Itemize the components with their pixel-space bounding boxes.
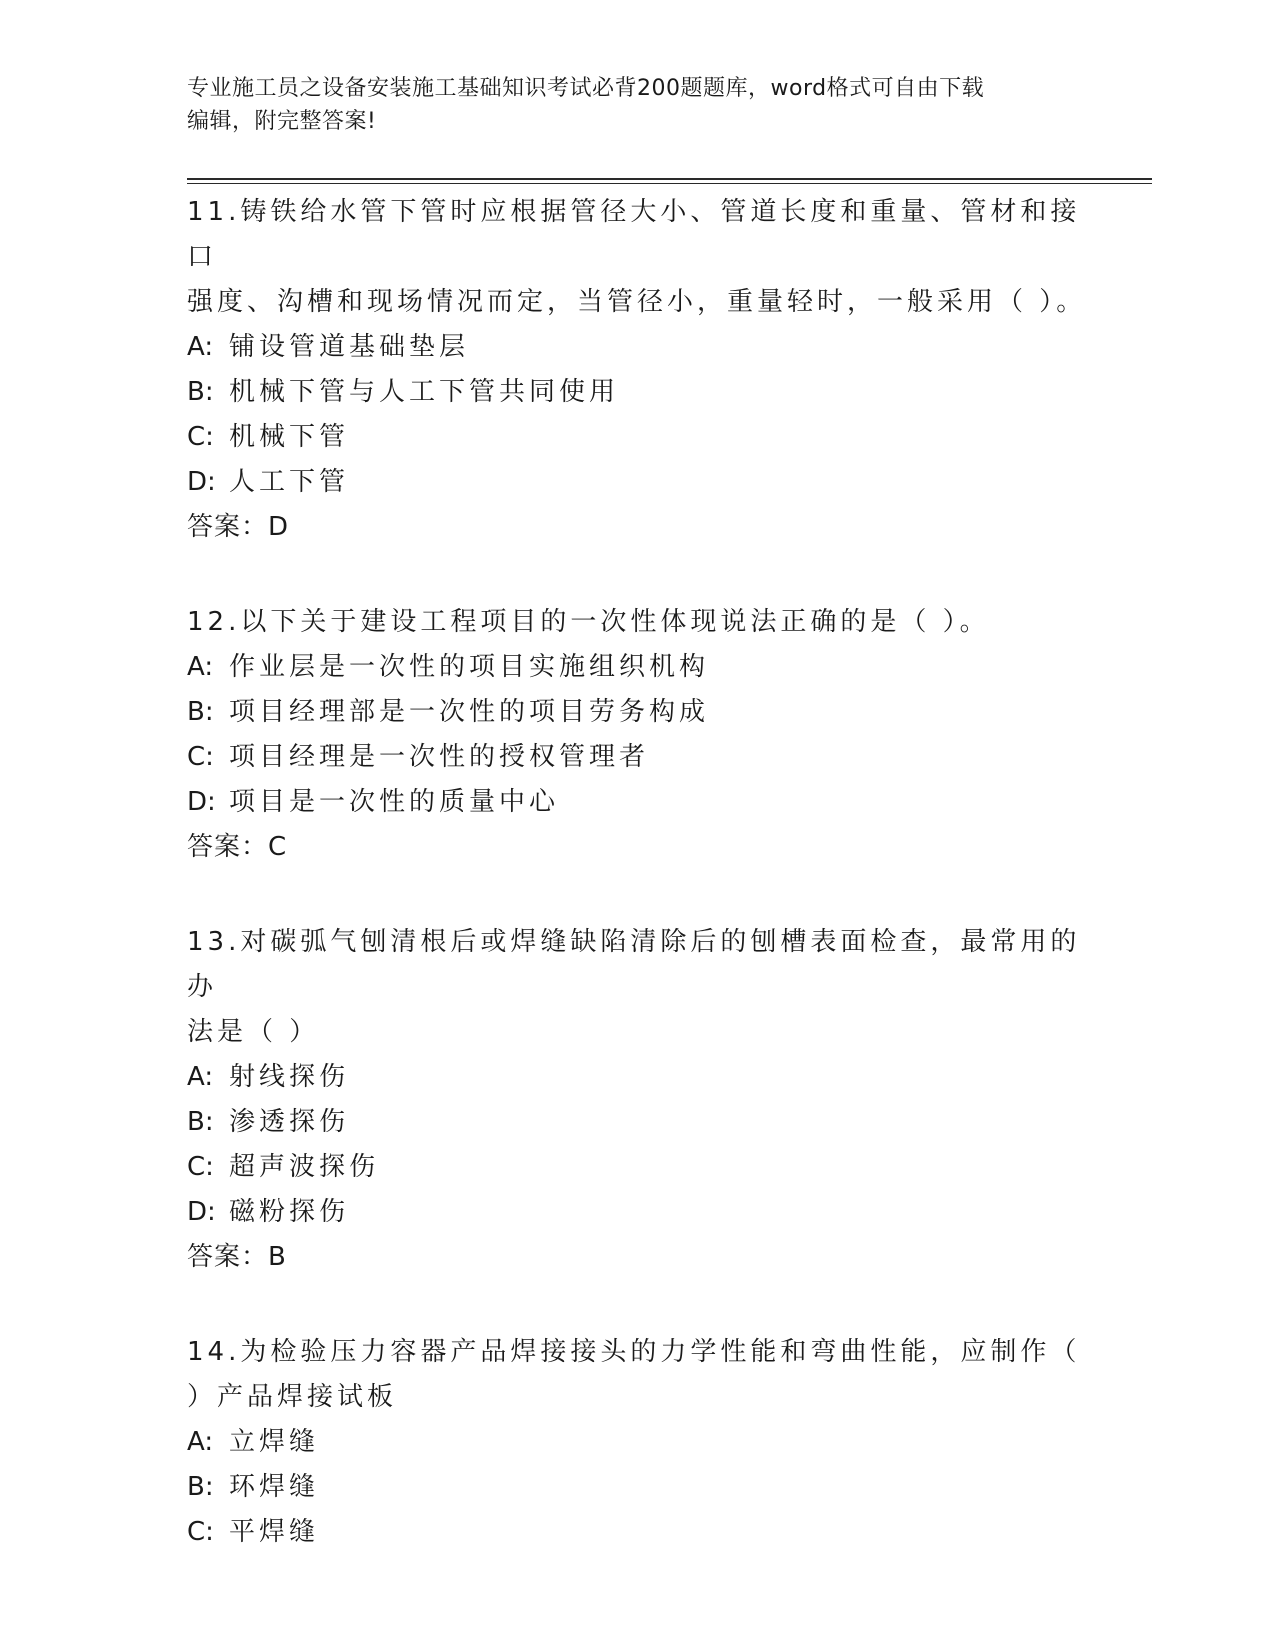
question-13-option-d <box>187 1190 1087 1235</box>
header-line-1: 专业施工员之设备安装施工基础知识考试必背200题题库，word格式可自由下载 <box>187 76 985 101</box>
question-13-text-line-1: 13.对碳弧气刨清根后或焊缝缺陷清除后的刨槽表面检查，最常用的办 <box>187 927 1081 1002</box>
option-key: C: <box>187 1152 214 1182</box>
option-text: 立焊缝 <box>229 1427 320 1457</box>
option-text: 环焊缝 <box>229 1472 320 1502</box>
question-14-option-a <box>187 1420 1087 1465</box>
option-key: D: <box>187 1197 216 1227</box>
option-text: 项目经理部是一次性的项目劳务构成 <box>229 697 710 727</box>
option-key: B: <box>187 377 214 407</box>
question-11-option-d <box>187 460 1087 505</box>
question-14-option-b <box>187 1465 1087 1510</box>
question-13-option-b <box>187 1100 1087 1145</box>
header-line-2: 编辑，附完整答案! <box>187 109 377 134</box>
option-key: B: <box>187 1472 214 1502</box>
option-key: B: <box>187 697 214 727</box>
question-11-text-line-2: 强度、沟槽和现场情况而定，当管径小，重量轻时，一般采用（ ）。 <box>187 287 1087 317</box>
question-12 <box>187 600 1087 870</box>
header-rule-thin <box>187 183 1152 184</box>
option-key: D: <box>187 467 216 497</box>
question-14-text-line-2: ）产品焊接试板 <box>187 1382 398 1412</box>
option-text: 超声波探伤 <box>229 1152 380 1182</box>
question-11-text-line-1: 11.铸铁给水管下管时应根据管径大小、管道长度和重量、管材和接口 <box>187 197 1081 272</box>
option-key: C: <box>187 1517 214 1547</box>
question-11-option-c <box>187 415 1087 460</box>
question-14 <box>187 1330 1087 1555</box>
option-key: C: <box>187 742 214 772</box>
option-key: B: <box>187 1107 214 1137</box>
question-list <box>187 190 1087 1605</box>
question-13 <box>187 920 1087 1280</box>
option-key: C: <box>187 422 214 452</box>
question-12-option-b <box>187 690 1087 735</box>
option-text: 铺设管道基础垫层 <box>229 332 470 362</box>
option-key: A: <box>187 652 214 682</box>
question-11-option-a <box>187 325 1087 370</box>
option-text: 磁粉探伤 <box>229 1197 350 1227</box>
option-key: A: <box>187 1062 214 1092</box>
question-13-text-line-2: 法是（ ） <box>187 1017 320 1047</box>
document-header <box>187 72 1067 138</box>
option-text: 项目是一次性的质量中心 <box>229 787 560 817</box>
question-13-option-a <box>187 1055 1087 1100</box>
question-12-answer: 答案：C <box>187 832 288 862</box>
question-11-option-b <box>187 370 1087 415</box>
option-text: 作业层是一次性的项目实施组织机构 <box>229 652 710 682</box>
header-rule-thick <box>187 178 1152 180</box>
option-text: 项目经理是一次性的授权管理者 <box>229 742 650 772</box>
option-text: 机械下管 <box>229 422 350 452</box>
question-13-answer: 答案：B <box>187 1242 287 1272</box>
question-12-option-a <box>187 645 1087 690</box>
option-text: 渗透探伤 <box>229 1107 350 1137</box>
option-key: A: <box>187 332 214 362</box>
question-13-option-c <box>187 1145 1087 1190</box>
option-key: A: <box>187 1427 214 1457</box>
option-text: 射线探伤 <box>229 1062 350 1092</box>
option-text: 机械下管与人工下管共同使用 <box>229 377 620 407</box>
question-12-option-c <box>187 735 1087 780</box>
question-12-text-line-1: 12.以下关于建设工程项目的一次性体现说法正确的是（ ）。 <box>187 607 990 637</box>
question-14-text-line-1: 14.为检验压力容器产品焊接接头的力学性能和弯曲性能，应制作（ <box>187 1337 1081 1367</box>
question-12-option-d <box>187 780 1087 825</box>
option-key: D: <box>187 787 216 817</box>
question-14-option-c <box>187 1510 1087 1555</box>
question-11-answer: 答案：D <box>187 512 290 542</box>
question-11 <box>187 190 1087 550</box>
option-text: 平焊缝 <box>229 1517 320 1547</box>
option-text: 人工下管 <box>229 467 350 497</box>
